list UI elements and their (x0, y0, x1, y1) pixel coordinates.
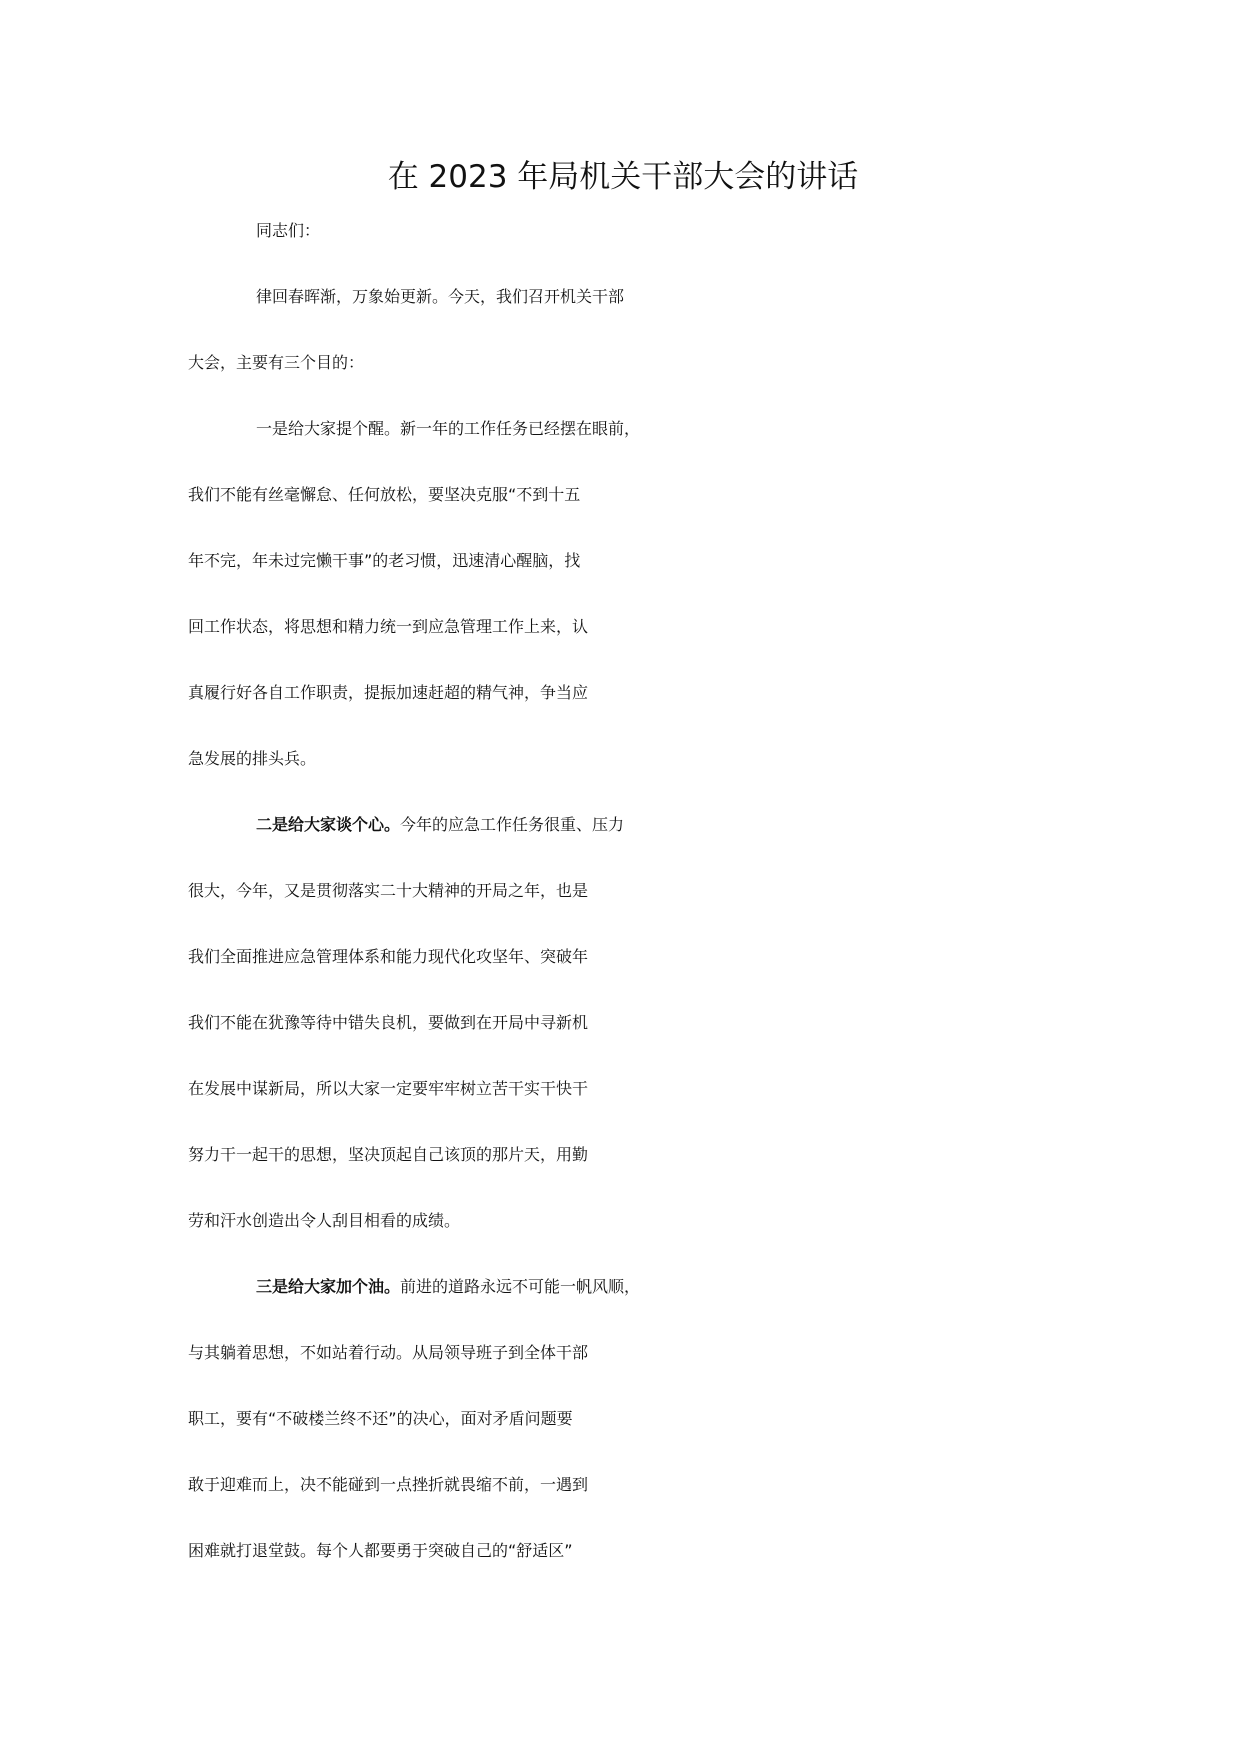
document-page (188, 152, 1058, 1604)
text-line: 回工作状态，将思想和精力统一到应急管理工作上来，认 (188, 617, 589, 636)
text-line: 与其躺着思想，不如站着行动。从局领导班子到全体干部 (188, 1343, 589, 1362)
point-one-paragraph (188, 416, 1058, 812)
point-two-first-rest: 今年的应急工作任务很重、压力 (400, 815, 625, 834)
text-line: 很大，今年，又是贯彻落实二十大精神的开局之年，也是 (188, 881, 589, 900)
text-line: 我们不能在犹豫等待中错失良机，要做到在开局中寻新机 (188, 1013, 589, 1032)
text-line: 真履行好各自工作职责，提振加速赶超的精气神，争当应 (188, 683, 589, 702)
text-line: 年不完，年未过完懒干事”的老习惯，迅速清心醒脑，找 (188, 551, 581, 570)
text-line: 努力干一起干的思想，坚决顶起自己该顶的那片天，用勤 (188, 1145, 589, 1164)
text-line: 我们不能有丝毫懈怠、任何放松，要坚决克服“不到十五 (188, 485, 581, 504)
text-line: 职工，要有“不破楼兰终不还”的决心，面对矛盾问题要 (188, 1409, 573, 1428)
text-line: 困难就打退堂鼓。每个人都要勇于突破自己的“舒适区” (188, 1541, 573, 1560)
text-line: 急发展的排头兵。 (188, 749, 317, 768)
text-line: 我们全面推进应急管理体系和能力现代化攻坚年、突破年 (188, 947, 589, 966)
point-three-first-rest: 前进的道路永远不可能一帆风顺， (400, 1277, 641, 1296)
point-three-lead: 三是给大家加个油。 (256, 1277, 401, 1296)
intro-paragraph (188, 284, 1058, 416)
text-line (188, 1274, 1058, 1340)
point-three-paragraph (188, 1274, 1058, 1604)
point-two-paragraph (188, 812, 1058, 1274)
text-line: 在发展中谋新局，所以大家一定要牢牢树立苦干实干快干 (188, 1079, 589, 1098)
text-line (188, 812, 1058, 878)
salutation: 同志们： (256, 221, 321, 240)
text-line: 敢于迎难而上，决不能碰到一点挫折就畏缩不前，一遇到 (188, 1475, 589, 1494)
text-line: 律回春晖渐，万象始更新。今天，我们召开机关干部 (256, 287, 625, 306)
document-title: 在 2023 年局机关干部大会的讲话 (387, 159, 859, 195)
text-line: 劳和汗水创造出令人刮目相看的成绩。 (188, 1211, 461, 1230)
text-line: 大会，主要有三个目的： (188, 353, 365, 372)
point-two-lead: 二是给大家谈个心。 (256, 815, 401, 834)
text-line: 一是给大家提个醒。新一年的工作任务已经摆在眼前， (256, 419, 641, 438)
